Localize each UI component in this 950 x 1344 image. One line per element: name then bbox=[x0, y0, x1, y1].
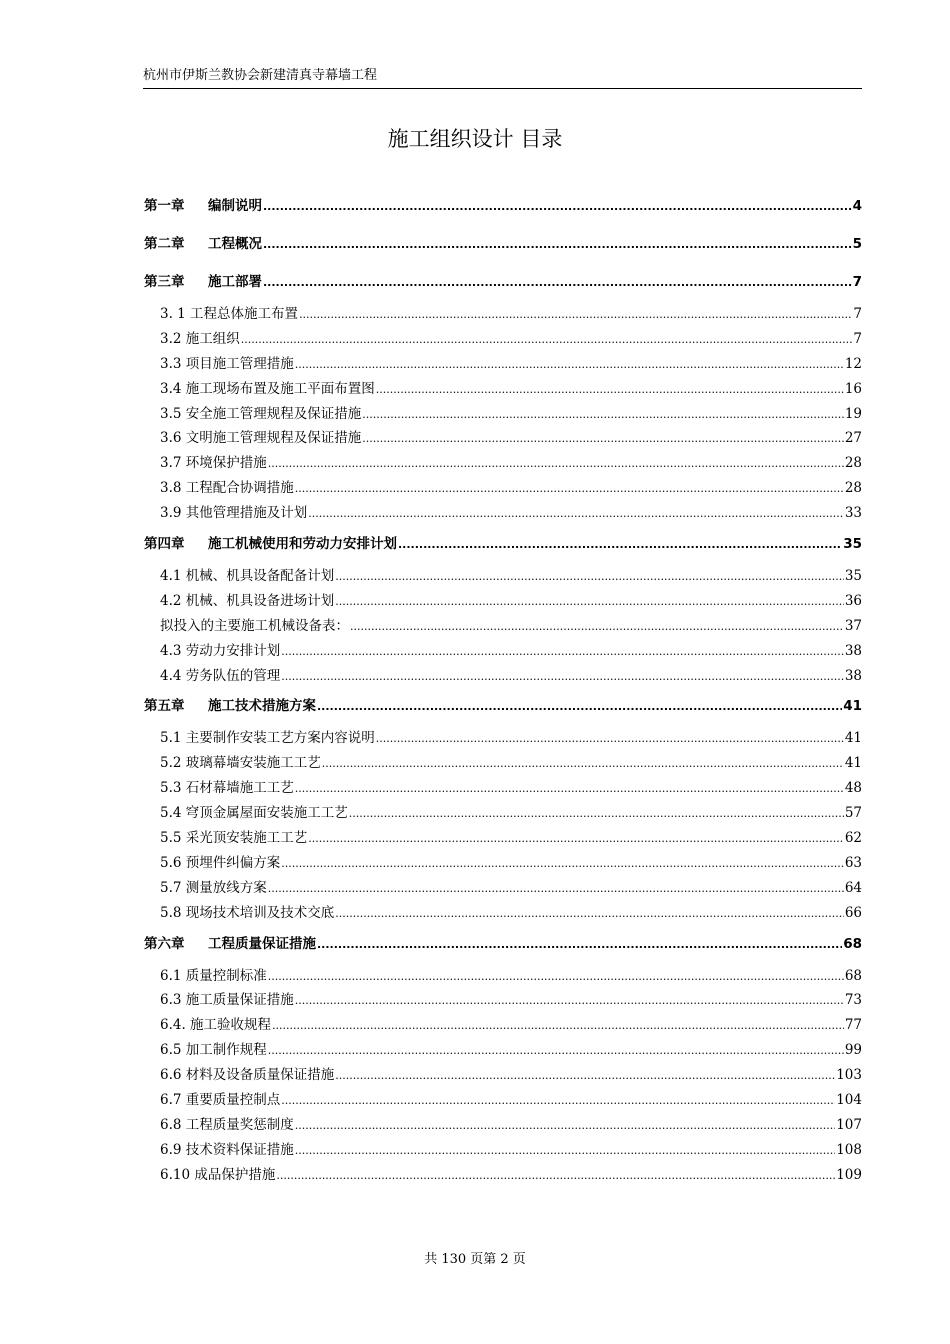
toc-chapter-entry[interactable] bbox=[144, 692, 862, 726]
toc-page-number: 28 bbox=[844, 455, 862, 472]
toc-chapter-number: 第二章 bbox=[144, 236, 185, 252]
dot-leader bbox=[322, 752, 844, 777]
dot-leader bbox=[263, 193, 852, 221]
dot-leader bbox=[376, 378, 844, 403]
page-title: 施工组织设计 目录 bbox=[387, 127, 563, 151]
toc-page-number: 28 bbox=[844, 480, 862, 497]
dot-leader bbox=[362, 403, 844, 428]
toc-entry-label bbox=[160, 826, 307, 851]
toc-entry-title: 3.8 工程配合协调措施 bbox=[160, 480, 294, 497]
toc-entry-label bbox=[160, 451, 267, 476]
toc-entry-title: 5.7 测量放线方案 bbox=[160, 879, 267, 896]
toc-section-entry[interactable] bbox=[144, 726, 862, 751]
dot-leader bbox=[376, 727, 844, 752]
toc-page-number: 103 bbox=[836, 1067, 862, 1084]
dot-leader bbox=[268, 1039, 844, 1064]
toc-page-number: 41 bbox=[844, 755, 862, 772]
toc-chapter-number: 第三章 bbox=[144, 274, 185, 290]
toc-page-number: 99 bbox=[844, 1042, 862, 1059]
toc-entry-label bbox=[160, 1013, 271, 1038]
toc-entry-label bbox=[160, 302, 298, 327]
toc-page-number: 108 bbox=[836, 1141, 862, 1158]
toc-entry-label bbox=[160, 476, 294, 501]
toc-page-number: 19 bbox=[844, 405, 862, 422]
toc-page-number: 7 bbox=[853, 306, 862, 322]
toc-chapter-entry[interactable] bbox=[144, 192, 862, 226]
toc-entry-title: 5.6 预埋件纠偏方案 bbox=[160, 854, 281, 871]
toc-page-number: 73 bbox=[844, 992, 862, 1009]
toc-page-number: 57 bbox=[844, 805, 862, 822]
toc-entry-label bbox=[160, 851, 280, 876]
toc-entry-label bbox=[160, 1163, 275, 1188]
toc-entry-title: 6.6 材料及设备质量保证措施 bbox=[160, 1067, 335, 1084]
dot-leader bbox=[295, 1114, 835, 1139]
dot-leader bbox=[263, 231, 852, 259]
dot-leader bbox=[295, 989, 844, 1014]
toc-entry-label bbox=[160, 501, 307, 526]
toc-page-number: 33 bbox=[844, 505, 862, 522]
toc-entry-title: 5.8 现场技术培训及技术交底 bbox=[160, 904, 335, 921]
toc-entry-title: 工程概况 bbox=[208, 236, 262, 252]
toc-page-number: 38 bbox=[844, 642, 862, 659]
toc-page-number: 109 bbox=[836, 1166, 862, 1183]
toc-entry-label bbox=[160, 1113, 294, 1138]
toc-entry-label bbox=[144, 530, 397, 558]
toc-entry-title: 3.7 环境保护措施 bbox=[160, 455, 267, 472]
dot-leader bbox=[263, 269, 852, 297]
toc-section-entry[interactable] bbox=[144, 826, 862, 851]
toc-entry-title: 3.4 施工现场布置及施工平面布置图 bbox=[160, 380, 375, 397]
toc-entry-label bbox=[160, 876, 267, 901]
toc-section-entry[interactable] bbox=[144, 851, 862, 876]
dot-leader bbox=[335, 1064, 835, 1089]
toc-section-entry[interactable] bbox=[144, 377, 862, 402]
toc-page-number: 68 bbox=[844, 967, 862, 984]
header-text: 杭州市伊斯兰教协会新建清真寺幕墙工程 bbox=[143, 68, 378, 83]
toc-page-number: 5 bbox=[852, 236, 862, 252]
dot-leader bbox=[317, 693, 842, 721]
toc-entry-label bbox=[160, 988, 294, 1013]
toc-entry-title: 拟投入的主要施工机械设备表： bbox=[160, 617, 349, 634]
toc-entry-label bbox=[160, 564, 334, 589]
toc-chapter-entry[interactable] bbox=[144, 530, 862, 564]
dot-leader bbox=[349, 802, 844, 827]
dot-leader bbox=[276, 1164, 835, 1189]
toc-section-entry[interactable] bbox=[144, 1038, 862, 1063]
toc-entry-label bbox=[160, 589, 334, 614]
toc-section-entry[interactable] bbox=[144, 451, 862, 476]
toc-page-number: 107 bbox=[836, 1116, 862, 1133]
toc-page-number: 36 bbox=[844, 592, 862, 609]
dot-leader bbox=[272, 1014, 844, 1039]
dot-leader bbox=[335, 590, 844, 615]
toc-entry-label bbox=[160, 751, 321, 776]
toc-section-entry[interactable] bbox=[144, 1013, 862, 1038]
toc-entry-title: 3.2 施工组织 bbox=[160, 330, 240, 347]
dot-leader bbox=[308, 827, 844, 852]
toc-entry-label bbox=[160, 377, 375, 402]
toc-section-entry[interactable] bbox=[144, 402, 862, 427]
dot-leader bbox=[308, 502, 844, 527]
toc-entry-title: 4.1 机械、机具设备配备计划 bbox=[160, 568, 335, 585]
toc-entry-title: 3.3 项目施工管理措施 bbox=[160, 355, 294, 372]
toc-page-number: 66 bbox=[844, 904, 862, 921]
toc-section-entry[interactable] bbox=[144, 801, 862, 826]
toc-entry-title: 3.5 安全施工管理规程及保证措施 bbox=[160, 405, 362, 422]
toc-section-entry[interactable] bbox=[144, 589, 862, 614]
toc-entry-label bbox=[160, 801, 348, 826]
dot-leader bbox=[335, 902, 844, 927]
toc-page-number: 48 bbox=[844, 780, 862, 797]
toc-chapter-entry[interactable] bbox=[144, 230, 862, 264]
toc-entry-title: 施工技术措施方案 bbox=[208, 698, 316, 715]
toc-page-number: 41 bbox=[843, 698, 862, 715]
dot-leader bbox=[268, 877, 844, 902]
toc-page-number: 35 bbox=[844, 568, 862, 585]
toc-section-entry[interactable] bbox=[144, 876, 862, 901]
toc-entry-label bbox=[160, 614, 349, 639]
dot-leader bbox=[268, 965, 844, 990]
toc-entry-title: 编制说明 bbox=[208, 198, 262, 214]
toc-entry-title: 施工部署 bbox=[208, 274, 262, 290]
toc-entry-label bbox=[144, 268, 262, 296]
toc-entry-label bbox=[160, 327, 240, 352]
toc-entry-title: 6.4. 施工验收规程 bbox=[160, 1017, 272, 1034]
toc-entry-label bbox=[160, 1038, 267, 1063]
toc-entry-title: 5.3 石材幕墙施工工艺 bbox=[160, 780, 294, 797]
toc-page-number: 77 bbox=[844, 1017, 862, 1034]
toc-page-number: 12 bbox=[844, 355, 862, 372]
toc-entry-title: 5.1 主要制作安装工艺方案内容说明 bbox=[160, 730, 375, 747]
toc-entry-label bbox=[160, 1138, 294, 1163]
toc-entry-label bbox=[160, 776, 294, 801]
toc-entry-title: 4.2 机械、机具设备进场计划 bbox=[160, 592, 335, 609]
toc-page-number: 38 bbox=[844, 667, 862, 684]
toc-chapter-number: 第四章 bbox=[144, 536, 185, 553]
page-footer: 共 130 页第 2 页 bbox=[424, 1252, 526, 1267]
toc-page-number: 63 bbox=[844, 854, 862, 871]
toc-section-entry[interactable] bbox=[144, 776, 862, 801]
toc-section-entry[interactable] bbox=[144, 302, 862, 327]
dot-leader bbox=[317, 931, 842, 959]
dot-leader bbox=[281, 1089, 835, 1114]
toc-entry-label bbox=[144, 692, 316, 720]
dot-leader bbox=[295, 477, 844, 502]
toc-page-number: 7 bbox=[852, 274, 862, 290]
toc-page-number: 41 bbox=[844, 730, 862, 747]
toc-entry-title: 6.1 质量控制标准 bbox=[160, 967, 267, 984]
toc-section-entry[interactable] bbox=[144, 614, 862, 639]
toc-entry-label bbox=[160, 402, 361, 427]
toc-section-entry[interactable] bbox=[144, 1088, 862, 1113]
toc-chapter-number: 第一章 bbox=[144, 198, 185, 214]
toc-chapter-entry[interactable] bbox=[144, 930, 862, 964]
toc-entry-title: 6.8 工程质量奖惩制度 bbox=[160, 1116, 294, 1133]
dot-leader bbox=[335, 565, 844, 590]
toc-section-entry[interactable] bbox=[144, 476, 862, 501]
dot-leader bbox=[295, 1139, 835, 1164]
toc-page-number: 62 bbox=[844, 830, 862, 847]
toc-entry-title: 4.4 劳务队伍的管理 bbox=[160, 667, 281, 684]
toc-entry-label bbox=[160, 664, 280, 689]
toc-entry-title: 6.10 成品保护措施 bbox=[160, 1166, 276, 1183]
dot-leader bbox=[350, 615, 844, 640]
toc-entry-label bbox=[160, 352, 294, 377]
toc-entry-title: 5.4 穹顶金属屋面安装施工工艺 bbox=[160, 805, 348, 822]
toc-section-entry[interactable] bbox=[144, 1138, 862, 1163]
toc-section-entry[interactable] bbox=[144, 564, 862, 589]
page-header bbox=[143, 66, 862, 89]
toc-entry-title: 施工机械使用和劳动力安排计划 bbox=[208, 536, 397, 553]
toc-entry-title: 6.3 施工质量保证措施 bbox=[160, 992, 294, 1009]
toc-entry-title: 工程质量保证措施 bbox=[208, 935, 316, 952]
dot-leader bbox=[362, 427, 844, 452]
toc-section-entry[interactable] bbox=[144, 988, 862, 1013]
toc-section-entry[interactable] bbox=[144, 1163, 862, 1188]
toc-page-number: 68 bbox=[843, 935, 862, 952]
toc-entry-label bbox=[160, 901, 334, 926]
toc-entry-label bbox=[160, 726, 375, 751]
table-of-contents bbox=[144, 192, 862, 1188]
toc-page-number: 4 bbox=[852, 198, 862, 214]
toc-entry-title: 3. 1 工程总体施工布置 bbox=[160, 306, 299, 322]
toc-entry-label bbox=[160, 639, 280, 664]
toc-entry-title: 6.5 加工制作规程 bbox=[160, 1042, 267, 1059]
dot-leader bbox=[299, 303, 852, 328]
toc-entry-label bbox=[160, 1088, 280, 1113]
dot-leader bbox=[295, 353, 844, 378]
dot-leader bbox=[295, 777, 844, 802]
dot-leader bbox=[241, 328, 853, 353]
toc-page-number: 37 bbox=[844, 617, 862, 634]
toc-entry-title: 3.6 文明施工管理规程及保证措施 bbox=[160, 430, 362, 447]
toc-section-entry[interactable] bbox=[144, 327, 862, 352]
toc-entry-title: 5.2 玻璃幕墙安装施工工艺 bbox=[160, 755, 321, 772]
toc-page-number: 7 bbox=[853, 330, 862, 347]
toc-page-number: 16 bbox=[844, 380, 862, 397]
dot-leader bbox=[268, 452, 844, 477]
toc-page-number: 27 bbox=[844, 430, 862, 447]
dot-leader bbox=[281, 640, 844, 665]
toc-page-number: 64 bbox=[844, 879, 862, 896]
toc-page-number: 35 bbox=[843, 536, 862, 553]
toc-entry-title: 6.7 重要质量控制点 bbox=[160, 1092, 281, 1109]
dot-leader bbox=[281, 665, 844, 690]
toc-section-entry[interactable] bbox=[144, 352, 862, 377]
toc-chapter-entry[interactable] bbox=[144, 268, 862, 302]
toc-entry-label bbox=[160, 964, 267, 989]
dot-leader bbox=[281, 852, 844, 877]
toc-entry-title: 3.9 其他管理措施及计划 bbox=[160, 505, 308, 522]
toc-entry-title: 6.9 技术资料保证措施 bbox=[160, 1141, 294, 1158]
toc-page-number: 104 bbox=[836, 1092, 862, 1109]
toc-entry-title: 4.3 劳动力安排计划 bbox=[160, 642, 281, 659]
toc-section-entry[interactable] bbox=[144, 501, 862, 526]
toc-section-entry[interactable] bbox=[144, 964, 862, 989]
toc-entry-label bbox=[144, 930, 316, 958]
toc-entry-label bbox=[144, 230, 262, 258]
toc-section-entry[interactable] bbox=[144, 639, 862, 664]
toc-chapter-number: 第五章 bbox=[144, 698, 185, 715]
toc-section-entry[interactable] bbox=[144, 1113, 862, 1138]
toc-entry-label bbox=[160, 426, 361, 451]
toc-section-entry[interactable] bbox=[144, 426, 862, 451]
toc-entry-label bbox=[144, 192, 262, 220]
dot-leader bbox=[398, 531, 842, 559]
toc-entry-title: 5.5 采光顶安装施工工艺 bbox=[160, 830, 308, 847]
toc-section-entry[interactable] bbox=[144, 751, 862, 776]
toc-section-entry[interactable] bbox=[144, 664, 862, 689]
toc-section-entry[interactable] bbox=[144, 901, 862, 926]
toc-entry-label bbox=[160, 1063, 334, 1088]
toc-section-entry[interactable] bbox=[144, 1063, 862, 1088]
toc-chapter-number: 第六章 bbox=[144, 935, 185, 952]
